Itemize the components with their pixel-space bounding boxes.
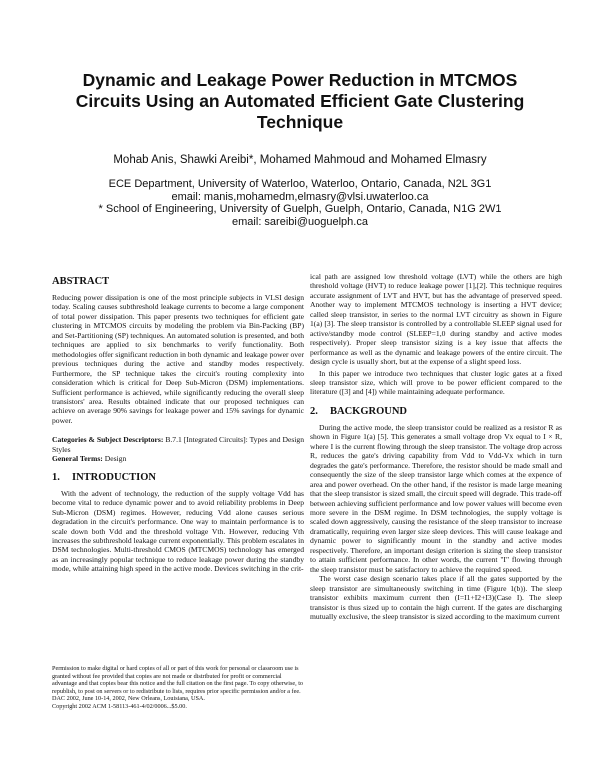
general-terms-text: Design: [104, 454, 127, 464]
permission-notice: Permission to make digital or hard copies of all or part of this work for personal or classroom use is granted without fee provided that copies are not made or distributed for profit or commercial advantage and that copies bear this notice and the full citation on the first page. To copy otherwise, to republish, to post on servers or to redistribute to lists, requires prior specific permission and/or a fee.: [52, 665, 304, 695]
background-heading: [310, 406, 562, 418]
author-list: Mohab Anis, Shawki Areibi*, Mohamed Mahmoud and Mohamed Elmasry: [113, 154, 487, 166]
body-paragraph: ical path are assigned low threshold voltage (LVT) while the others are high threshold voltage (HVT) to reduce leakage power [1],[2]. This technique requires accurate assignment of LVT and HVT, but has the advantage of preserved speed. Another way to implement MTCMOS technology is inserting a HVT device; called sleep transistor, in series to the normal LVT circuitry as shown in Figure 1(a) [3]. The sleep transistor is controlled by a controllable SLEEP signal used for active/standby mode control (SLEEP=1,0 during standby and active modes respectively). Proper sleep transistor sizing is a key issue that affects the performance as well as the dynamic and leakage powers of the entire circuit. The design cycle is usually short, but at the expense of a slight speed loss.: [310, 272, 562, 367]
right-column: [310, 272, 562, 621]
section-title: INTRODUCTION: [72, 471, 157, 483]
copyright-line: Copyright 2002 ACM 1-58113-461-4/02/0006...$5.00.: [52, 702, 187, 710]
copyright-footnote: [52, 665, 304, 711]
intro-heading: [52, 472, 304, 484]
affiliations: [40, 178, 560, 228]
section-number: 1.: [52, 471, 60, 483]
body-paragraph: During the active mode, the sleep transistor could be realized as a resistor R as shown in Figure 1(a) [5]. This generates a small voltage drop Vx equal to I × R, where I is the current flowing through the sleep transistor. The voltage drop across R, reduces the gate's driving capability from Vdd to Vdd-Vx which in turn degrades the gate's performance. Therefore, the resistor should be made small and consequently the size of the sleep transistor large which comes at the expence of area and power overhead. On the other hand, if the resistor is made large meaning that the sleep transistor is sized small, the circuit speed will degrade. This trade-off between achieving sufficient performance and low power values will become even more severe in the DSM regime. In DSM technologies, the supply voltage is scaled down aggressively, causing the resistance of the sleep transistor to increase dramatically, requiring even larger size sleep devices. This will cause leakage and dynamic power to significantly mount in the standby and active modes respectively. Therefore, an important design criterion is sizing the sleep transistor to attain sufficient performance. In other words, the current "I" flowing through the sleep transistor must be satisfactory to achieve the required speed.: [310, 422, 562, 574]
left-column: [52, 272, 304, 574]
section-title: BACKGROUND: [330, 405, 408, 417]
categories-text: B.7.1 [Integrated Circuits]: Types and Design Styles: [52, 435, 305, 454]
body-paragraph: The worst case design scenario takes place if all the gates supported by the sleep transistor are simultaneously switching in time (Figure 1(b)). The sleep transistor exhibits maximum current then (I=I1+I2+I3)(Case I). The sleep transistor is thus sized up to contain the high current. If the gates are discharging mutually exclusive, the sleep transistor is sized according to the maximum current: [310, 574, 562, 621]
affiliation-line: ECE Department, University of Waterloo, Waterloo, Ontario, Canada, N2L 3G1: [108, 178, 492, 190]
conference-info: DAC 2002, June 10-14, 2002, New Orleans, Louisiana, USA.: [52, 695, 205, 703]
body-paragraph: In this paper we introduce two techniques that cluster logic gates at a fixed sleep transistor size, which will prove to be power efficient compared to the literature ([3] and [4]) while maintaining adequate performance.: [310, 368, 562, 397]
categories-label: Categories & Subject Descriptors:: [52, 435, 164, 445]
categories-block: [52, 435, 304, 463]
affiliation-line: email: sareibi@uoguelph.ca: [232, 215, 368, 228]
general-terms-label: General Terms:: [52, 454, 103, 464]
affiliation-line: * School of Engineering, University of Guelph, Guelph, Ontario, Canada, N1G 2W1: [98, 203, 502, 215]
abstract-heading: ABSTRACT: [52, 276, 110, 287]
affiliation-line: email: manis,mohamedm,elmasry@vlsi.uwaterloo.ca: [171, 190, 429, 203]
intro-text: With the advent of technology, the reduction of the supply voltage Vdd has become vital to reduce dynamic power and to avoid reliability problems in Deep Sub-Micron (DSM) regimes. However, reducing Vdd alone causes serious degradation in the circuit's performance. One way to maintain performance is to scale down both Vdd and the threshold voltage Vth. However, reducing Vth increases the subthreshold leakage current exponentially. This problem escalates in DSM technologies. Multi-threshold CMOS (MTCMOS) technology has emerged as an increasingly popular technique to reduce leakage power during the standby mode, while attaining high speed in the active mode. Devices switching in the crit-: [52, 488, 304, 574]
paper-title: Dynamic and Leakage Power Reduction in MTCMOS Circuits Using an Automated Efficient Gate Clustering Technique: [75, 70, 525, 132]
abstract-text: Reducing power dissipation is one of the most principle subjects in VLSI design today. Scaling causes subthreshold leakage currents to become a large component of total power dissipation. This paper presents two techniques for efficient gate clustering in MTCMOS circuits by modeling the problem via Bin-Packing (BP) and Set-Partitioning (SP) techniques. An automated solution is presented, and both techniques are applied to six benchmarks to verify functionality. Both methodologies offer significant reduction in both dynamic and leakage power over previous techniques during the active and standby modes respectively. Furthermore, the SP technique takes the circuit's routing complexity into consideration which is critical for Deep Sub-Micron (DSM) implementations. Sufficient performance is achieved, while significantly reducing the overall sleep transistors' area. Results obtained indicate that our proposed techniques can achieve on average 90% savings for leakage power and 15% savings for dynamic power.: [52, 293, 304, 425]
section-number: 2.: [310, 405, 318, 417]
